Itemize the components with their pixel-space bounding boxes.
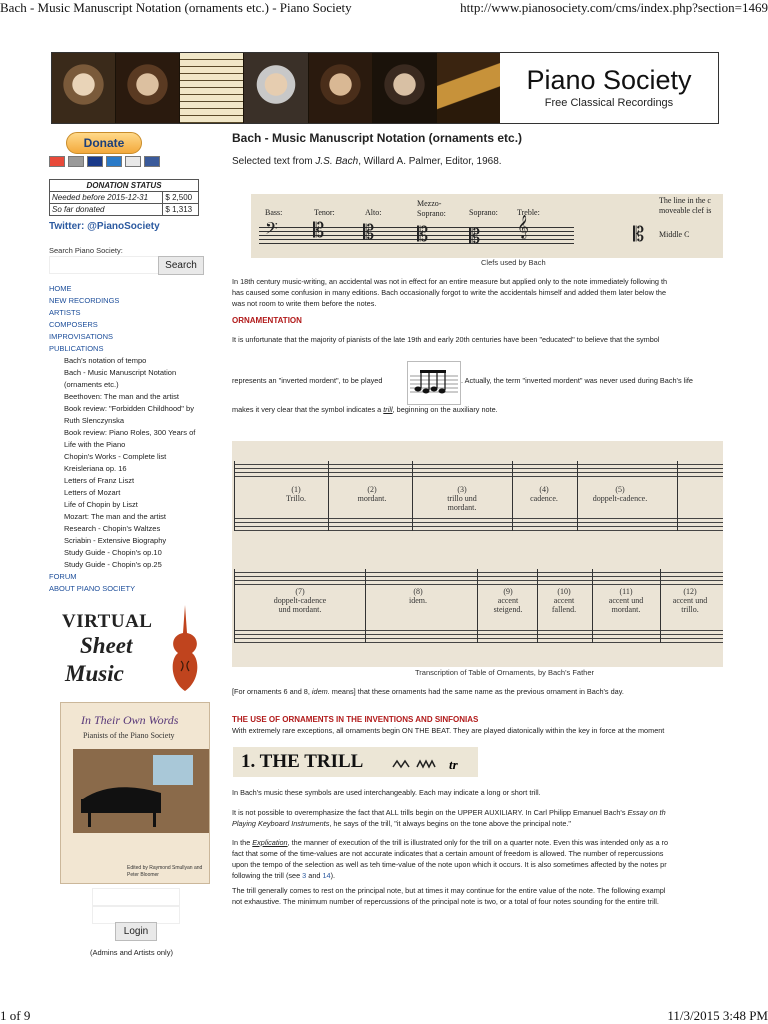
clef-label: Soprano:: [417, 209, 446, 218]
donate-button[interactable]: Donate: [66, 132, 142, 154]
staff-treble-1: [234, 461, 723, 477]
nav-subitem[interactable]: Beethoven: The man and the artist: [64, 392, 179, 401]
admin-note: (Admins and Artists only): [90, 948, 173, 957]
donation-label: So far donated: [50, 204, 163, 216]
citation-prefix: Selected text from: [232, 156, 316, 167]
section-heading-use-of-ornaments: THE USE OF ORNAMENTS IN THE INVENTIONS AND SINFONIAS: [232, 715, 479, 724]
c-clef-icon: 𝄡: [633, 222, 645, 246]
ornament-label-line: steigend.: [493, 605, 523, 614]
violin-icon: [168, 603, 202, 695]
clef-label: Bass:: [265, 208, 283, 217]
ornament-label-line: (1): [291, 485, 301, 494]
ornament-label: [504, 485, 584, 503]
citation-suffix: , Willard A. Palmer, Editor, 1968.: [358, 156, 502, 167]
source-citation: [232, 156, 502, 167]
text-span: makes it very clear that the symbol indicates a: [232, 405, 384, 414]
clef-label: Soprano:: [469, 208, 498, 217]
inverted-mordent-notation-icon: [407, 361, 461, 405]
ornament-label-line: mordant.: [357, 494, 387, 503]
book-editors: Edited by Raymond Smullyan and Peter Bloomer: [127, 865, 203, 878]
book-ad[interactable]: [60, 702, 210, 884]
print-footer-page: 1 of 9: [0, 1008, 31, 1023]
ornament-label: [332, 485, 412, 503]
text-line: It is not possible to overemphasize the fact that ALL trills begin on the UPPER AUXILIARY. In Carl Philipp Emanuel Bach's Essay on th: [232, 808, 666, 817]
text-line: fact that some of the time-values are not accurate indicates that a certain amount of freedom is allowed. The number of repercussions: [232, 849, 664, 858]
tenor-clef-icon: 𝄡: [313, 218, 325, 242]
staff-bass-1: [234, 515, 723, 531]
book-title: In Their Own Words: [81, 713, 179, 727]
ornament-label-line: (12): [683, 587, 697, 596]
clef-label: Alto:: [365, 208, 382, 217]
nav-item-publications[interactable]: PUBLICATIONS: [49, 344, 104, 353]
ornament-label-line: accent und: [672, 596, 708, 605]
ornament-label: [580, 485, 660, 503]
clef-label: Tenor:: [314, 208, 335, 217]
alto-clef-icon: 𝄡: [363, 220, 375, 244]
nav-item-home[interactable]: HOME: [49, 284, 72, 293]
print-header-title: Bach - Music Manuscript Notation (ornaments etc.) - Piano Society: [0, 0, 352, 15]
text-line: has caused some confusion in many editions. Bach occasionally forgot to write the accidentals himself and added them later below the: [232, 288, 667, 297]
bass-clef-icon: 𝄢: [265, 218, 278, 242]
login-button[interactable]: Login: [115, 922, 157, 941]
nav-item-forum[interactable]: FORUM: [49, 572, 77, 581]
ornament-label-line: mordant.: [611, 605, 641, 614]
nav-item-composers[interactable]: COMPOSERS: [49, 320, 98, 329]
ornament-label-line: (9): [503, 587, 513, 596]
text-span: , beginning on the auxiliary note.: [392, 405, 498, 414]
page-title: Bach - Music Manuscript Notation (ornaments etc.): [232, 131, 523, 145]
twitter-link[interactable]: Twitter: @PianoSociety: [49, 221, 160, 232]
text-line: was not room to write them before the notes.: [232, 299, 377, 308]
ornament-label-line: (2): [367, 485, 377, 494]
ornament-label-line: (8): [413, 587, 423, 596]
ornament-label-line: doppelt-cadence.: [592, 494, 648, 503]
trill-term: trill: [383, 405, 393, 414]
ref-link-3[interactable]: 3: [302, 871, 307, 880]
text-line: . Actually, the term "inverted mordent" was never used during Bach's life: [461, 376, 693, 385]
nav-item-improvisations[interactable]: IMPROVISATIONS: [49, 332, 114, 341]
clefs-caption: Clefs used by Bach: [481, 258, 546, 267]
ornament-label-line: (11): [619, 587, 633, 596]
the-trill-title: 1. THE TRILL: [241, 751, 364, 772]
nav-subitem[interactable]: Mozart: The man and the artist: [64, 512, 166, 521]
nav-item-new-recordings[interactable]: NEW RECORDINGS: [49, 296, 120, 305]
the-trill-heading-image: [233, 747, 478, 777]
ref-link-14[interactable]: 14: [322, 871, 331, 880]
ornament-label-line: mordant.: [447, 503, 477, 512]
paragraph: [232, 276, 723, 309]
donation-value: $ 2,500: [163, 192, 199, 204]
nav-subitem[interactable]: Study Guide - Chopin's op.10: [64, 548, 162, 557]
ornament-label: [256, 485, 336, 503]
text-span: means] that these ornaments had the same name as the previous ornament in Bach's day.: [329, 687, 624, 696]
nav-subitem[interactable]: Letters of Franz Liszt: [64, 476, 135, 485]
ornament-label-line: accent: [553, 596, 575, 605]
card-icon: [68, 156, 84, 167]
site-subtitle: Free Classical Recordings: [544, 97, 674, 109]
staff-bass-2: [234, 627, 723, 643]
nav-subitem[interactable]: Ruth Slenczynska: [64, 416, 125, 425]
text-line: following the trill (see 3 and 14).: [232, 871, 336, 880]
clef-side-text: moveable clef is: [659, 206, 712, 215]
mezzo-clef-icon: 𝄡: [417, 222, 429, 246]
ornament-label: [260, 587, 340, 614]
nav-subitem[interactable]: Study Guide - Chopin's op.25: [64, 560, 162, 569]
ornament-label-line: accent und: [608, 596, 644, 605]
clef-side-text: The line in the c: [659, 196, 711, 205]
visa-icon: [87, 156, 103, 167]
nav-subitem[interactable]: Book review: "Forbidden Childhood" by: [64, 404, 194, 413]
search-button[interactable]: Search: [158, 256, 204, 275]
payment-cards: [49, 156, 160, 167]
donation-label: Needed before 2015-12-31: [50, 192, 163, 204]
nav-subitem[interactable]: Kreisleriana op. 16: [64, 464, 127, 473]
discover-icon: [125, 156, 141, 167]
text-line: represents an "inverted mordent", to be played: [232, 376, 383, 385]
nav-item-artists[interactable]: ARTISTS: [49, 308, 81, 317]
text-line: upon the tempo of the selection as well as teh time-value of the note upon which it occurs. It is also sometimes affected by the notes pr: [232, 860, 667, 869]
virtual-sheet-music-ad[interactable]: [60, 603, 208, 699]
print-header-url: http://www.pianosociety.com/cms/index.php?section=1469: [460, 0, 768, 15]
ornament-label-line: cadence.: [530, 494, 558, 503]
clef-label: Mezzo-: [417, 199, 442, 208]
paragraph: [232, 404, 498, 415]
ornament-label-line: idem.: [409, 596, 427, 605]
nav-subitem[interactable]: Chopin's Works - Complete list: [64, 452, 167, 461]
text-line: The trill generally comes to rest on the principal note, but at times it may continue for the entire value of the note. The following exampl: [232, 886, 666, 895]
site-banner[interactable]: [51, 52, 719, 124]
table-row: [50, 192, 199, 204]
ornament-label-line: (5): [615, 485, 625, 494]
clefs-image: [251, 194, 723, 258]
ornament-label-line: trillo.: [681, 605, 699, 614]
nav-subitem[interactable]: Research - Chopin's Waltzes: [64, 524, 161, 533]
ornament-label-line: (4): [539, 485, 549, 494]
ornament-label-line: (7): [295, 587, 305, 596]
nav-item-about[interactable]: ABOUT PIANO SOCIETY: [49, 584, 136, 593]
search-input[interactable]: [49, 256, 159, 274]
vsm-line-2: Sheet: [80, 633, 133, 658]
nav-subitem[interactable]: Scriabin - Extensive Biography: [64, 536, 167, 545]
donation-status-header: DONATION STATUS: [50, 180, 199, 192]
text-line: Playing Keyboard Instruments, he says of the trill, "it always begins on the tone above the principal note.": [232, 819, 572, 828]
ornament-label: [422, 485, 502, 512]
ornament-label-line: fallend.: [551, 605, 577, 614]
nav-subitem[interactable]: Life of Chopin by Liszt: [64, 500, 138, 509]
donation-status-table: [49, 179, 199, 216]
ornament-label-line: Trillo.: [286, 494, 306, 503]
paragraph: [232, 686, 624, 697]
nav-subitem[interactable]: Life with the Piano: [64, 440, 126, 449]
site-logo[interactable]: [500, 53, 718, 123]
paragraph: [232, 807, 723, 829]
citation-book: J.S. Bach: [315, 156, 359, 167]
paragraph: [232, 885, 723, 907]
paragraph: It is unfortunate that the majority of pianists of the late 19th and early 20th centuries have been "educated" to believe that the symbol: [232, 335, 660, 344]
text-line: In 18th century music-writing, an accidental was not in effect for an entire measure but applied only to the note immediately following th: [232, 277, 668, 286]
search-label: Search Piano Society:: [49, 246, 123, 255]
table-row: [50, 204, 199, 216]
trill-symbols-icon: [391, 755, 471, 773]
clef-label: Treble:: [517, 208, 540, 217]
vsm-line-3: Music: [65, 661, 124, 686]
username-input[interactable]: [92, 888, 180, 906]
ornament-label-line: doppelt-cadence: [273, 596, 327, 605]
ornament-label-line: (3): [457, 485, 467, 494]
treble-clef-icon: 𝄞: [517, 214, 529, 238]
clef-side-text: Middle C: [659, 230, 690, 239]
nav-subitem[interactable]: Letters of Mozart: [64, 488, 121, 497]
ornament-label: [650, 587, 723, 614]
soprano-clef-icon: 𝄡: [469, 224, 481, 248]
text-span: [For ornaments 6 and 8,: [232, 687, 312, 696]
nav-subitem[interactable]: (ornaments etc.): [64, 380, 119, 389]
print-footer-datetime: 11/3/2015 3:48 PM: [667, 1008, 768, 1023]
text-line: not exhaustive. The minimum number of repercussions of the principal note is two, or a total of four notes sounding for the entire trill.: [232, 897, 659, 906]
text-line: In the Explication, the manner of execution of the trill is illustrated only for the trill on a quarter note. Even this was intended only as a ro: [232, 838, 669, 847]
section-heading-ornamentation: ORNAMENTATION: [232, 316, 302, 325]
ornaments-table-image: [232, 441, 723, 667]
bank-icon: [144, 156, 160, 167]
nav-subitem[interactable]: Bach's notation of tempo: [64, 356, 147, 365]
amex-icon: [106, 156, 122, 167]
donation-value: $ 1,313: [163, 204, 199, 216]
svg-text:tr: tr: [449, 757, 458, 772]
ornament-label: [378, 587, 458, 605]
ornament-label-line: accent: [497, 596, 519, 605]
sidebar-nav: [49, 283, 214, 595]
ornaments-caption: Transcription of Table of Ornaments, by Bach's Father: [415, 668, 595, 677]
paragraph: [232, 837, 723, 881]
nav-subitem[interactable]: Book review: Piano Roles, 300 Years of: [64, 428, 196, 437]
paragraph: With extremely rare exceptions, all ornaments begin ON THE BEAT. They are played diatonically within the key in force at the moment: [232, 726, 665, 735]
staff-treble-2: [234, 569, 723, 585]
book-cover-photo: [73, 749, 209, 833]
nav-subitem[interactable]: Bach - Music Manuscript Notation: [64, 368, 177, 377]
paragraph: In Bach's music these symbols are used interchangeably. Each may indicate a long or short trill.: [232, 788, 541, 797]
ornament-label-line: und mordant.: [278, 605, 322, 614]
ornament-label-line: trillo und: [447, 494, 477, 503]
idem-term: idem.: [311, 687, 330, 696]
book-subtitle: Pianists of the Piano Society: [83, 731, 175, 740]
vsm-line-1: VIRTUAL: [62, 611, 153, 632]
site-title: Piano Society: [526, 65, 692, 95]
mastercard-icon: [49, 156, 65, 167]
composer-portraits: [52, 53, 500, 123]
ornament-label-line: (10): [557, 587, 571, 596]
